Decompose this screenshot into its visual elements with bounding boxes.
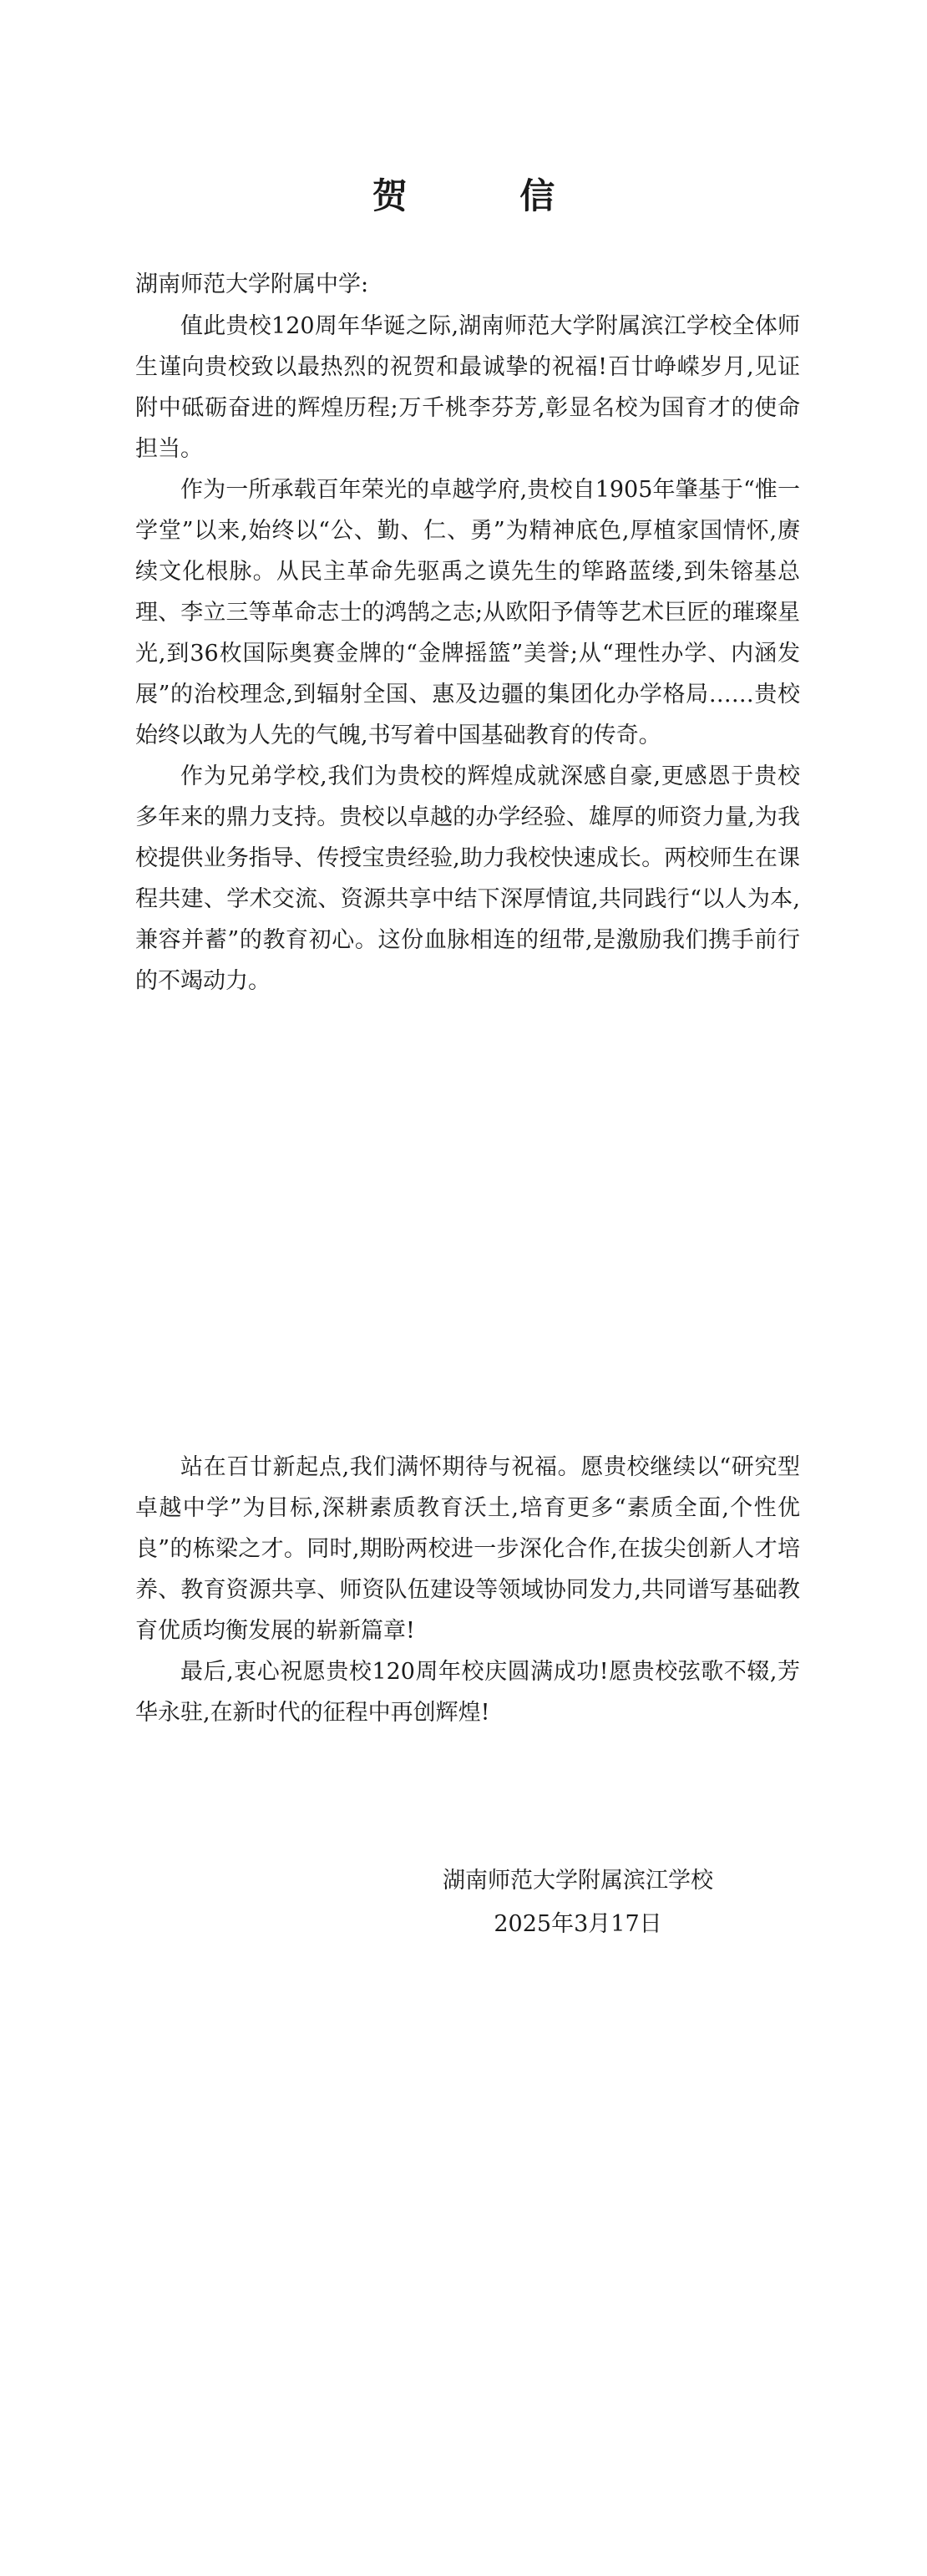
paragraph-closing: 最后,衷心祝愿贵校120周年校庆圆满成功!愿贵校弦歌不辍,芳华永驻,在新时代的征程中再创辉煌! bbox=[135, 1659, 800, 1726]
paragraph-congratulations: 值此贵校120周年华诞之际,湖南师范大学附属滨江学校全体师生谨向贵校致以最热烈的祝贺和最诚挚的祝福!百廿峥嵘岁月,见证附中砥砺奋进的辉煌历程;万千桃李芬芳,彰显名校为国育才的使命担当。 bbox=[135, 313, 800, 462]
letter-body-bottom bbox=[135, 1447, 800, 1733]
letter-title: 贺 信 bbox=[372, 175, 605, 216]
paragraph-history: 作为一所承载百年荣光的卓越学府,贵校自1905年肇基于“惟一学堂”以来,始终以“公、勤、仁、勇”为精神底色,厚植家国情怀,赓续文化根脉。从民主革命先驱禹之谟先生的筚路蓝缕,到朱镕基总理、李立三等革命志士的鸿鹄之志;从欧阳予倩等艺术巨匠的璀璨星光,到36枚国际奥赛金牌的“金牌摇篮”美誉;从“理性办学、内涵发展”的治校理念,到辐射全国、惠及边疆的集团化办学格局……贵校始终以敢为人先的气魄,书写着中国基础教育的传奇。 bbox=[135, 477, 800, 748]
letter-date: 2025年3月17日 bbox=[494, 1911, 662, 1937]
salutation: 湖南师范大学附属中学: bbox=[135, 271, 369, 297]
paragraph-wishes: 站在百廿新起点,我们满怀期待与祝福。愿贵校继续以“研究型卓越中学”为目标,深耕素质教育沃土,培育更多“素质全面,个性优良”的栋梁之才。同时,期盼两校进一步深化合作,在拔尖创新人才培养、教育资源共享、师资队伍建设等领域协同发力,共同谱写基础教育优质均衡发展的崭新篇章! bbox=[135, 1454, 800, 1644]
sender-school: 湖南师范大学附属滨江学校 bbox=[443, 1868, 713, 1894]
paragraph-gratitude: 作为兄弟学校,我们为贵校的辉煌成就深感自豪,更感恩于贵校多年来的鼎力支持。贵校以卓越的办学经验、雄厚的师资力量,为我校提供业务指导、传授宝贵经验,助力我校快速成长。两校师生在课程共建、学术交流、资源共享中结下深厚情谊,共同践行“以人为本,兼容并蓄”的教育初心。这份血脉相连的纽带,是激励我们携手前行的不竭动力。 bbox=[135, 763, 800, 994]
letter-body-top bbox=[135, 306, 800, 1001]
